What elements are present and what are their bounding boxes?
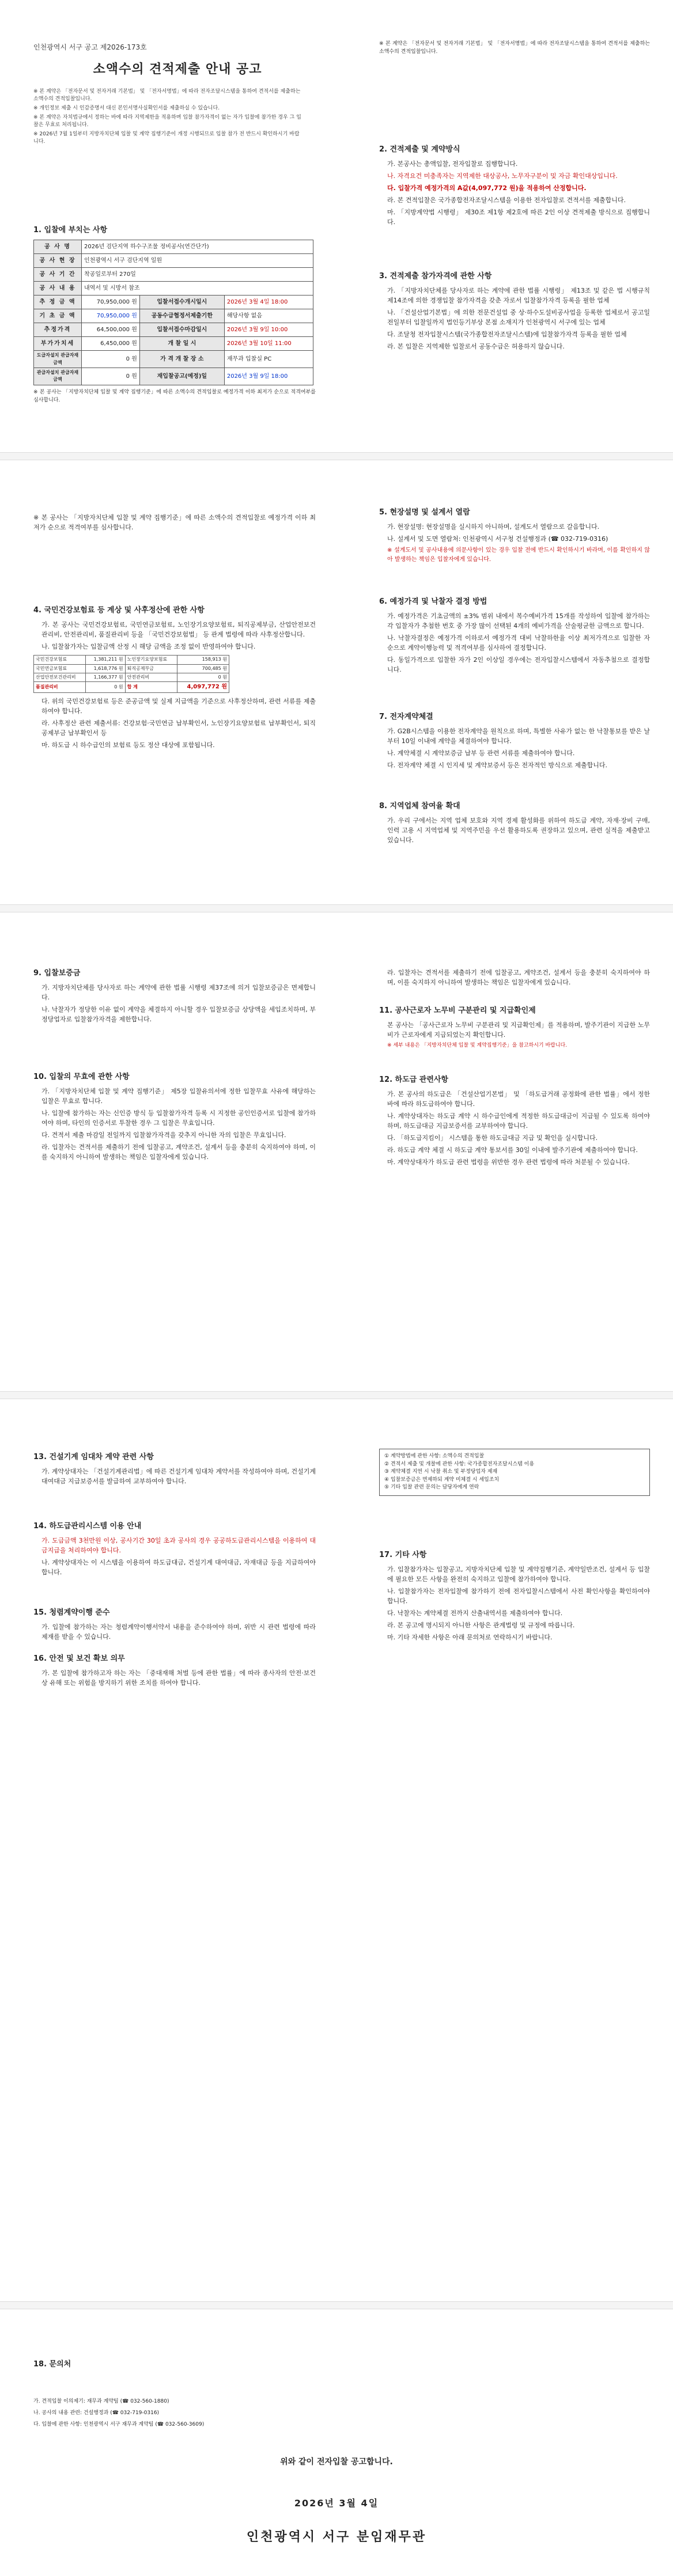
list-item: 다. 조달청 전자입찰시스템(국가종합전자조달시스템)에 입찰참가자격 등록을 필한 업체 <box>387 331 627 339</box>
section-title: 7. 전자계약체결 <box>379 713 433 721</box>
box-line: ③ 계약체결 지연 시 낙찰 취소 및 부정당업자 제재 <box>384 1469 498 1475</box>
note-item: ※ 개인정보 제출 시 인감증명서 대신 본인서명사실확인서를 제출하실 수 있습니다. <box>33 105 220 112</box>
table-cell: 0 원 <box>82 368 140 385</box>
table-cell: 2026년 3월 9일 18:00 <box>224 368 313 385</box>
section-17 <box>379 1550 650 1645</box>
table-row <box>34 656 229 664</box>
section-title: 8. 지역업체 참여율 확대 <box>379 802 460 810</box>
list-item: 마. 「지방계약법 시행령」 제30조 제1항 제2호에 따른 2인 이상 견적제출 방식으로 집행합니다. <box>387 209 650 226</box>
table-cell: 1,618,776 원 <box>86 664 125 673</box>
list-item: 라. 본 견적입찰은 국가종합전자조달시스템을 이용한 전자입찰로 견적서를 제출합니다. <box>387 196 626 204</box>
list-item: 가. G2B시스템을 이용한 전자계약을 원칙으로 하며, 특별한 사유가 없는 한 낙찰통보를 받은 날부터 10일 이내에 계약을 체결하여야 합니다. <box>387 728 650 745</box>
list-item: 가. 「지방자치단체를 당사자로 하는 계약에 관한 법률 시행령」 제13조 및 같은 법 시행규칙 제14조에 의한 경쟁입찰 참가자격을 갖춘 자로서 입찰참가자격 등록을 필한 업체 <box>387 287 650 305</box>
list-item: 다. 낙찰자는 계약체결 전까지 산출내역서를 제출하여야 합니다. <box>387 1609 563 1617</box>
list-item: 가. 본 입찰에 참가하고자 하는 자는 「중대재해 처벌 등에 관한 법률」에 따라 종사자의 안전·보건상 유해 또는 위험을 방지하기 위한 조치를 하여야 합니다. <box>41 1669 316 1687</box>
section-2 <box>379 40 650 59</box>
section-18-title <box>33 2359 316 2374</box>
list-item: 가. 현장설명: 현장설명을 실시하지 아니하며, 설계도서 열람으로 갈음합니다. <box>387 523 600 531</box>
section-6 <box>379 596 650 677</box>
table-label: 공 사 현 장 <box>34 254 82 268</box>
table-label: 관급자설치 관급자재금액 <box>34 368 82 385</box>
section-title: 17. 기타 사항 <box>379 1551 427 1559</box>
section-4 <box>33 605 316 752</box>
list-item: 나. 「건설산업기본법」에 의한 전문건설업 중 상·하수도설비공사업을 등록한 업체로서 공고일 전일부터 입찰일까지 법인등기부상 본점 소재지가 인천광역시 서구에 있는 업체 <box>387 309 650 327</box>
table-cell: 2026년 3월 4일 18:00 <box>224 296 313 309</box>
table-label: 입찰서접수개시일시 <box>139 296 224 309</box>
list-item: 본 공사는 「공사근로자 노무비 구분관리 및 지급확인제」를 적용하며, 발주기관이 지급한 노무비가 근로자에게 지급되었는지 확인합니다. <box>387 1021 650 1039</box>
table-cell: 합 계 <box>125 682 177 693</box>
section-title: 10. 입찰의 무효에 관한 사항 <box>33 1073 130 1081</box>
list-item: 나. 설계서 및 도면 열람처: 인천광역시 서구청 건설행정과 (☎ 032-719-0316) <box>387 535 608 543</box>
table-label: 도급자설치 관급자재금액 <box>34 351 82 368</box>
note-item: ※ 2026년 7월 1일부터 지방자치단체 입찰 및 계약 집행기준이 개정 시행되므로 입찰 참가 전 반드시 확인하시기 바랍니다. <box>33 131 300 145</box>
list-item: 나. 계약상대자는 하도급 계약 시 하수급인에게 적정한 하도급대금이 지급될 수 있도록 하여야 하며, 하도급대금 지급보증서를 교부하여야 합니다. <box>387 1112 650 1130</box>
box-line: ② 견적서 제출 및 개찰에 관한 사항: 국가종합전자조달시스템 이용 <box>384 1461 535 1467</box>
list-item: 마. 하도급 시 하수급인의 보험료 등도 정산 대상에 포함됩니다. <box>41 741 215 749</box>
section-15 <box>33 1607 316 1644</box>
table-cell: 노인장기요양보험료 <box>125 656 177 664</box>
section-10 <box>33 1071 316 1164</box>
checklist-box <box>379 1449 650 1496</box>
table-cell: 내역서 및 시방서 참조 <box>82 282 313 296</box>
list-item: ※ 세부 내용은 「지방자치단체 입찰 및 계약집행기준」을 참고하시기 바랍니다. <box>387 1043 568 1049</box>
table-label: 개 찰 일 시 <box>139 337 224 351</box>
table-cell: 0 원 <box>82 351 140 368</box>
paragraph: 라. 입찰자는 견적서를 제출하기 전에 입찰공고, 계약조건, 설계서 등을 충분히 숙지하여야 하며, 이를 숙지하지 아니하여 발생하는 책임은 입찰자에게 있습니다. <box>387 969 650 987</box>
table-label: 공 사 명 <box>34 240 82 254</box>
section-title: 2. 견적제출 및 계약방식 <box>379 145 460 154</box>
table-cell: 인천광역시 서구 검단지역 일원 <box>82 254 313 268</box>
contact-line: 가. 견적입찰 이의제기: 재무과 계약팀 (☎ 032-560-1880) <box>33 2399 169 2404</box>
table-cell: 국민건강보험료 <box>34 656 86 664</box>
section-3-cont <box>33 513 316 535</box>
list-item: 가. 입찰참가자는 입찰공고, 지방자치단체 입찰 및 계약집행기준, 계약일반조건, 설계서 등 입찰에 필요한 모든 사항을 완전히 숙지하고 입찰에 참가하여야 합니다. <box>387 1566 650 1584</box>
section-title: 15. 청렴계약이행 준수 <box>33 1608 110 1617</box>
list-item: 나. 낙찰자결정은 예정가격 이하로서 예정가격 대비 낙찰하한율 이상 최저가격으로 입찰한 자 순으로 계약이행능력 및 적격여부를 심사하여 결정합니다. <box>387 634 650 652</box>
table-cell: 품질관리비 <box>34 682 86 693</box>
table-label: 공 사 내 용 <box>34 282 82 296</box>
table-cell: 국민연금보험료 <box>34 664 86 673</box>
list-item: 가. 「지방자치단체 입찰 및 계약 집행기준」 제5장 입찰유의서에 정한 입찰무효 사유에 해당하는 입찰은 무효로 합니다. <box>41 1088 316 1105</box>
table-cell: 2026년 검단지역 하수구조물 정비공사(연간단가) <box>82 240 313 254</box>
table-cell: 158,913 원 <box>177 656 229 664</box>
table-label: 공동수급협정서제출기한 <box>139 309 224 323</box>
table-cell: 64,500,000 원 <box>82 323 140 337</box>
section-16 <box>33 1653 316 1690</box>
list-item: 라. 사후정산 관련 제출서류: 건강보험·국민연금 납부확인서, 노인장기요양보험료 납부확인서, 퇴직공제부금 납부확인서 등 <box>41 719 316 737</box>
note-item: ※ 본 계약은 자치법규에서 정하는 바에 따라 지역제한을 적용하며 입찰 참가자격이 없는 자가 입찰에 참가한 경우 그 입찰은 무효로 처리됩니다. <box>33 115 301 128</box>
box-line: ⑤ 기타 입찰 관련 문의는 담당자에게 연락 <box>384 1484 479 1490</box>
section-1 <box>33 225 316 407</box>
section-3 <box>379 271 650 354</box>
section-title: 12. 하도급 관련사항 <box>379 1075 448 1084</box>
list-item: 나. 계약상대자는 이 시스템을 이용하여 하도급대금, 건설기계 대여대금, 자재대금 등을 지급하여야 합니다. <box>41 1559 316 1577</box>
list-item: 가. 계약상대자는 「건설기계관리법」에 따른 건설기계 임대차 계약서를 작성하여야 하며, 건설기계 대여대금 지급보증서를 발급하여 교부하여야 합니다. <box>41 1468 316 1486</box>
bid-info-table <box>33 240 313 385</box>
list-item: 가. 우리 구에서는 지역 업체 보호와 지역 경제 활성화를 위하여 하도급 계약, 자재·장비 구매, 인력 고용 시 지역업체 및 지역주민을 우선 활용하도록 권장하고 있으며, 관련 실적을 제출받고 있습니다. <box>387 817 650 844</box>
table-label: 가 격 개 찰 장 소 <box>139 351 224 368</box>
section-title: 6. 예정가격 및 낙찰자 결정 방법 <box>379 597 487 606</box>
page-divider <box>0 2301 673 2309</box>
section-8 <box>379 801 650 847</box>
insurance-fee-table <box>33 655 229 693</box>
table-label: 기 초 금 액 <box>34 309 82 323</box>
intro-text: ※ 본 계약은 「전자문서 및 전자거래 기본법」 및 「전자서명법」에 따라 전자조달시스템을 통하여 견적서를 제출하는 소액수의 견적입찰입니다. <box>379 41 650 55</box>
section-12 <box>379 1074 650 1169</box>
table-cell: 2026년 3월 9일 10:00 <box>224 323 313 337</box>
section-title: 14. 하도급관리시스템 이용 안내 <box>33 1522 142 1531</box>
table-cell: 0 원 <box>86 682 125 693</box>
table-cell: 안전관리비 <box>125 673 177 682</box>
list-item: 다. 입찰가격 예정가격의 A값(4,097,772 원)을 적용하여 산정합니다. <box>387 184 587 192</box>
list-item: 마. 계약상대자가 하도급 관련 법령을 위반한 경우 관련 법령에 따라 처분될 수 있습니다. <box>387 1158 630 1166</box>
notice-date: 2026년 3월 4일 <box>294 2498 379 2509</box>
issuing-organization: 인천광역시 서구 분임재무관 <box>246 2530 427 2544</box>
table-cell: 산업안전보건관리비 <box>34 673 86 682</box>
list-item: 다. 견적서 제출 마감일 전일까지 입찰참가자격을 갖추지 아니한 자의 입찰은 무효입니다. <box>41 1131 286 1139</box>
document-number: 인천광역시 서구 공고 제2026-173호 <box>33 43 147 51</box>
table-cell: 2026년 3월 10일 11:00 <box>224 337 313 351</box>
list-item: 다. 동일가격으로 입찰한 자가 2인 이상일 경우에는 전자입찰시스템에서 자동추첨으로 결정합니다. <box>387 656 650 674</box>
list-item: 나. 낙찰자가 정당한 이유 없이 계약을 체결하지 아니할 경우 입찰보증금 상당액을 세입조치하며, 부정당업자로 입찰참가자격을 제한합니다. <box>41 1006 316 1024</box>
table-label: 입찰서접수마감일시 <box>139 323 224 337</box>
section-title: 1. 입찰에 부치는 사항 <box>33 226 108 234</box>
notice-notes <box>33 88 304 147</box>
contact-line: 나. 공사의 내용 관련: 건설행정과 (☎ 032-719-0316) <box>33 2410 160 2416</box>
table-cell: 재무과 입찰실 PC <box>224 351 313 368</box>
table-cell: 4,097,772 원 <box>177 682 229 693</box>
table-label: 추 정 금 액 <box>34 296 82 309</box>
box-line: ① 계약방법에 관한 사항: 소액수의 견적입찰 <box>384 1453 485 1459</box>
box-line: ④ 입찰보증금은 면제하되 계약 미체결 시 세입조치 <box>384 1476 500 1483</box>
page-title: 소액수의 견적제출 안내 공고 <box>93 62 262 77</box>
page-divider <box>0 452 673 460</box>
list-item: 라. 하도급 계약 체결 시 하도급 계약 통보서를 30일 이내에 발주기관에 제출하여야 합니다. <box>387 1146 638 1154</box>
list-item: 다. 전자계약 체결 시 인지세 및 계약보증서 등은 전자적인 방식으로 제출합니다. <box>387 762 607 770</box>
section-5 <box>379 507 650 566</box>
table-row <box>34 664 229 673</box>
table-label: 재입찰공고(예정)일 <box>139 368 224 385</box>
table-cell: 70,950,000 원 <box>82 309 140 323</box>
section-title: 18. 문의처 <box>33 2360 71 2369</box>
table-cell: 퇴직공제부금 <box>125 664 177 673</box>
note-item: ※ 본 계약은 「전자문서 및 전자거래 기본법」 및 「전자서명법」에 따라 전자조달시스템을 통하여 견적서를 제출하는 소액수의 견적입찰입니다. <box>33 89 301 103</box>
list-item: 다. 「하도급지킴이」 시스템을 통한 하도급대금 지급 및 확인을 실시합니다. <box>387 1134 598 1142</box>
list-item: 가. 예정가격은 기초금액의 ±3% 범위 내에서 복수예비가격 15개를 작성하여 입찰에 참가하는 각 입찰자가 추첨한 번호 중 가장 많이 선택된 4개의 예비가격을 산술평균한 금액으로 합니다. <box>387 612 650 630</box>
section-title: 4. 국민건강보험료 등 계상 및 사후정산에 관한 사항 <box>33 606 205 615</box>
section-title: 5. 현장설명 및 설계서 열람 <box>379 508 470 517</box>
section-9 <box>33 968 316 1026</box>
section-title: 3. 견적제출 참가자격에 관한 사항 <box>379 272 492 281</box>
paragraph: ※ 본 공사는 「지방자치단체 입찰 및 계약 집행기준」에 따른 소액수의 견적입찰로 예정가격 이하 최저가 순으로 적격여부를 심사합니다. <box>33 514 316 532</box>
contact-list <box>33 2396 356 2430</box>
section-11 <box>379 1005 650 1052</box>
list-item: 가. 지방자치단체를 당사자로 하는 계약에 관한 법률 시행령 제37조에 의거 입찰보증금은 면제합니다. <box>41 984 316 1002</box>
section-title: 11. 공사근로자 노무비 구분관리 및 지급확인제 <box>379 1006 536 1015</box>
table-cell: 6,450,000 원 <box>82 337 140 351</box>
list-item: ※ 설계도서 및 공사내용에 의문사항이 있는 경우 입찰 전에 반드시 확인하시기 바라며, 이를 확인하지 않아 발생하는 책임은 입찰자에게 있습니다. <box>387 547 650 563</box>
section-title: 13. 건설기계 임대차 계약 관련 사항 <box>33 1453 154 1461</box>
section-14 <box>33 1521 316 1579</box>
list-item: 가. 본공사는 총액입찰, 전자입찰로 집행합니다. <box>387 160 518 168</box>
table-row <box>34 682 229 693</box>
section-13 <box>33 1452 316 1488</box>
list-item: 가. 도급금액 3천만원 이상, 공사기간 30일 초과 공사의 경우 공공하도급관리시스템을 이용하여 대금지급을 처리하여야 합니다. <box>41 1537 316 1555</box>
table-label: 공 사 기 간 <box>34 268 82 282</box>
table-cell: 1,381,211 원 <box>86 656 125 664</box>
list-item: 라. 본 입찰은 지역제한 입찰로서 공동수급은 허용하지 않습니다. <box>387 343 565 351</box>
section-title: 16. 안전 및 보건 확보 의무 <box>33 1654 125 1663</box>
section-10-cont <box>379 968 650 990</box>
list-item: 나. 입찰에 참가하는 자는 신인증 방식 등 입찰참가자격 등록 시 지정한 공인인증서로 입찰에 참가하여야 하며, 타인의 인증서로 투찰한 경우 그 입찰은 무효입니다. <box>41 1109 316 1127</box>
list-item: 가. 입찰에 참가하는 자는 청렴계약이행서약서 내용을 준수하여야 하며, 위반 시 관련 법령에 따라 제재를 받을 수 있습니다. <box>41 1623 316 1641</box>
table-row <box>34 673 229 682</box>
table-label: 부가가치세 <box>34 337 82 351</box>
section-7 <box>379 711 650 772</box>
list-item: 나. 입찰참가자는 전자입찰에 참가하기 전에 전자입찰시스템에서 사전 확인사항을 확인하여야 합니다. <box>387 1588 650 1605</box>
table-cell: 70,950,000 원 <box>82 296 140 309</box>
section-title: 9. 입찰보증금 <box>33 969 81 978</box>
checklist-box-wrap <box>379 1449 650 1496</box>
section-2-body <box>379 144 650 229</box>
contact-line: 다. 입찰에 관한 사항: 인천광역시 서구 재무과 계약팀 (☎ 032-560-3609) <box>33 2421 205 2427</box>
list-item: 라. 본 공고에 명시되지 아니한 사항은 관계법령 및 규정에 따릅니다. <box>387 1622 575 1630</box>
page-divider <box>0 1391 673 1399</box>
list-item: 나. 자격요건 미충족자는 지역제한 대상공사, 노무자구분이 및 자금 확인대상입니다. <box>387 172 618 180</box>
table-cell: 착공일로부터 270일 <box>82 268 313 282</box>
list-item: 나. 계약체결 시 계약보증금 납부 등 관련 서류를 제출하여야 합니다. <box>387 749 575 757</box>
list-item: 가. 본 공사는 국민건강보험료, 국민연금보험료, 노인장기요양보험료, 퇴직공제부금, 산업안전보건관리비, 안전관리비, 품질관리비 등을 「국민건강보험법」 등 관계 법령에 따라 사후정산합니다. <box>41 621 316 639</box>
list-item: 가. 본 공사의 하도급은 「건설산업기본법」 및 「하도급거래 공정화에 관한 법률」에서 정한 바에 따라 하도급하여야 합니다. <box>387 1090 650 1108</box>
section-note: ※ 본 공사는 「지방자치단체 입찰 및 계약 집행기준」에 따른 소액수의 견적입찰로 예정가격 이하 최저가 순으로 적격여부를 심사합니다. <box>33 389 316 403</box>
closing-statement: 위와 같이 전자입찰 공고합니다. <box>280 2457 393 2467</box>
table-cell: 해당사항 없음 <box>224 309 313 323</box>
list-item: 라. 입찰자는 견적서를 제출하기 전에 입찰공고, 계약조건, 설계서 등을 충분히 숙지하여야 하며, 이를 숙지하지 아니하여 발생하는 책임은 입찰자에게 있습니다. <box>41 1143 316 1161</box>
list-item: 마. 기타 자세한 사항은 아래 문의처로 연락하시기 바랍니다. <box>387 1634 553 1642</box>
table-label: 추정가격 <box>34 323 82 337</box>
list-item: 나. 입찰참가자는 입찰금액 산정 시 해당 금액을 조정 없이 반영하여야 합니다. <box>41 643 256 651</box>
table-cell: 1,166,377 원 <box>86 673 125 682</box>
page-divider <box>0 904 673 912</box>
table-cell: 0 원 <box>177 673 229 682</box>
table-cell: 700,485 원 <box>177 664 229 673</box>
list-item: 다. 위의 국민건강보험료 등은 준공금액 및 실제 지급액을 기준으로 사후정산하며, 관련 서류를 제출하여야 합니다. <box>41 697 316 715</box>
